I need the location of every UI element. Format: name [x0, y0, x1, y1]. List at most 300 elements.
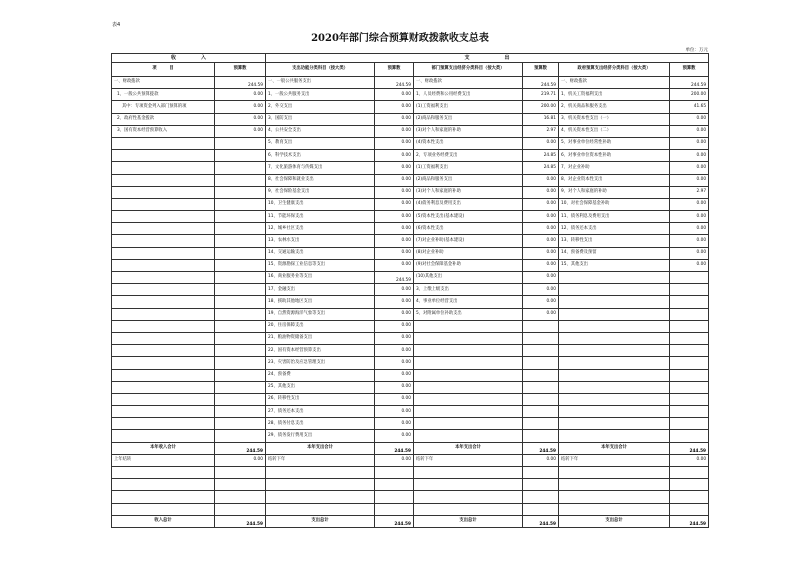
- amount-cell: [670, 503, 709, 515]
- item-cell: [112, 247, 215, 259]
- column-header: 预算数: [670, 63, 709, 77]
- table-row: [112, 137, 709, 149]
- amount-cell: 0.00: [375, 186, 414, 198]
- item-cell: 4、事业单位经营支出: [414, 296, 523, 308]
- amount-cell: [215, 320, 266, 332]
- amount-cell: [375, 467, 414, 479]
- item-cell: 13、农林水支出: [266, 235, 375, 247]
- amount-cell: 200.00: [670, 89, 709, 101]
- item-cell: 14、交通运输支出: [266, 247, 375, 259]
- item-cell: 17、金融支出: [266, 284, 375, 296]
- item-cell: (5)资本性支出(基本建设): [414, 211, 523, 223]
- amount-cell: [375, 479, 414, 491]
- item-cell: 收入总计: [112, 515, 215, 527]
- amount-cell: [215, 259, 266, 271]
- amount-cell: [215, 345, 266, 357]
- item-cell: 4、公共安全支出: [266, 125, 375, 137]
- amount-cell: 244.59: [375, 272, 414, 284]
- item-cell: [559, 284, 670, 296]
- amount-cell: [215, 174, 266, 186]
- amount-cell: 0.00: [375, 137, 414, 149]
- amount-cell: 0.00: [375, 454, 414, 466]
- amount-cell: 2.97: [523, 125, 559, 137]
- item-cell: 一、财政拨款: [414, 77, 523, 89]
- item-cell: [559, 345, 670, 357]
- item-cell: (6)资本性支出: [414, 223, 523, 235]
- amount-cell: 244.59: [670, 77, 709, 89]
- amount-cell: [215, 332, 266, 344]
- item-cell: (4)资本性支出: [414, 137, 523, 149]
- amount-cell: 0.00: [670, 211, 709, 223]
- column-header: 项 目: [112, 63, 215, 77]
- amount-cell: 0.00: [375, 235, 414, 247]
- page-title: 2020年部门综合预算财政拨款收支总表: [311, 33, 489, 44]
- amount-cell: 0.00: [375, 284, 414, 296]
- item-cell: [559, 296, 670, 308]
- item-cell: (8)对企业补助: [414, 247, 523, 259]
- amount-cell: [215, 467, 266, 479]
- table-row: [112, 308, 709, 320]
- grand-total-row: [112, 515, 709, 527]
- amount-cell: 0.00: [375, 101, 414, 113]
- item-cell: 本年支出合计: [559, 442, 670, 454]
- amount-cell: 0.00: [375, 369, 414, 381]
- table-row: [112, 406, 709, 418]
- item-cell: 9、社会保险基金支出: [266, 186, 375, 198]
- item-cell: [112, 308, 215, 320]
- item-cell: [112, 137, 215, 149]
- item-cell: 8、对企业资本性支出: [559, 174, 670, 186]
- amount-cell: [670, 479, 709, 491]
- amount-cell: 0.00: [375, 259, 414, 271]
- item-cell: 3、国有资本经营预算收入: [112, 125, 215, 137]
- blank-row: [112, 479, 709, 491]
- item-cell: 2、机关商品和服务支出: [559, 101, 670, 113]
- item-cell: 一、财政拨款: [559, 77, 670, 89]
- amount-cell: [523, 418, 559, 430]
- item-cell: 结转下年: [559, 454, 670, 466]
- amount-cell: [215, 308, 266, 320]
- item-cell: 15、其他支出: [559, 259, 670, 271]
- item-cell: [414, 320, 523, 332]
- amount-cell: [670, 381, 709, 393]
- amount-cell: [523, 430, 559, 442]
- item-cell: [559, 369, 670, 381]
- amount-cell: [670, 332, 709, 344]
- item-cell: 18、援助其他地区支出: [266, 296, 375, 308]
- table-row: [112, 418, 709, 430]
- table-row: [112, 296, 709, 308]
- item-cell: [266, 491, 375, 503]
- amount-cell: 0.00: [375, 89, 414, 101]
- item-cell: [414, 357, 523, 369]
- item-cell: [112, 284, 215, 296]
- amount-cell: 0.00: [375, 223, 414, 235]
- amount-cell: [215, 198, 266, 210]
- amount-cell: 0.00: [523, 272, 559, 284]
- item-cell: [414, 430, 523, 442]
- item-cell: 1、机关工资福利支出: [559, 89, 670, 101]
- amount-cell: 0.00: [670, 125, 709, 137]
- amount-cell: [523, 381, 559, 393]
- amount-cell: 0.00: [670, 150, 709, 162]
- table-row: [112, 320, 709, 332]
- amount-cell: 0.00: [375, 393, 414, 405]
- amount-cell: [215, 272, 266, 284]
- item-cell: 本年收入合计: [112, 442, 215, 454]
- table-row: [112, 186, 709, 198]
- amount-cell: 244.59: [375, 77, 414, 89]
- amount-cell: [215, 247, 266, 259]
- table-row: [112, 162, 709, 174]
- item-cell: [414, 369, 523, 381]
- item-cell: [414, 491, 523, 503]
- amount-cell: [670, 296, 709, 308]
- item-cell: 其中：专项资金列入部门预算的项: [112, 101, 215, 113]
- amount-cell: [670, 369, 709, 381]
- amount-cell: 0.00: [670, 259, 709, 271]
- item-cell: 12、债务还本支出: [559, 223, 670, 235]
- item-cell: 27、债务还本支出: [266, 406, 375, 418]
- item-cell: [112, 235, 215, 247]
- item-cell: [112, 406, 215, 418]
- item-cell: 2、外交支出: [266, 101, 375, 113]
- amount-cell: [215, 430, 266, 442]
- total-row: [112, 442, 709, 454]
- item-cell: 结转下年: [414, 454, 523, 466]
- item-cell: 结转下年: [266, 454, 375, 466]
- amount-cell: 0.00: [375, 357, 414, 369]
- item-cell: [559, 332, 670, 344]
- blank-row: [112, 503, 709, 515]
- amount-cell: 0.00: [375, 211, 414, 223]
- item-cell: 5、对附属单位补助支出: [414, 308, 523, 320]
- item-cell: [266, 479, 375, 491]
- amount-cell: 0.00: [375, 308, 414, 320]
- amount-cell: [215, 503, 266, 515]
- amount-cell: 0.00: [523, 198, 559, 210]
- item-cell: [414, 332, 523, 344]
- item-cell: (1)工资福利支出: [414, 101, 523, 113]
- amount-cell: 0.00: [670, 223, 709, 235]
- item-cell: 29、债务发行费用支出: [266, 430, 375, 442]
- amount-cell: 0.00: [375, 198, 414, 210]
- item-cell: 2、专项业务经费支出: [414, 150, 523, 162]
- amount-cell: 0.00: [523, 174, 559, 186]
- amount-cell: 0.00: [375, 345, 414, 357]
- amount-cell: [523, 369, 559, 381]
- item-cell: 9、对个人和家庭的补助: [559, 186, 670, 198]
- amount-cell: 244.59: [523, 442, 559, 454]
- item-cell: 6、科学技术支出: [266, 150, 375, 162]
- item-cell: 一、财政拨款: [112, 77, 215, 89]
- amount-cell: 244.59: [523, 77, 559, 89]
- item-cell: (9)对社会保障基金补助: [414, 259, 523, 271]
- amount-cell: 0.00: [375, 296, 414, 308]
- column-header: 部门预算支出经济分类科目（按大类）: [414, 63, 523, 77]
- table-row: [112, 393, 709, 405]
- item-cell: [112, 345, 215, 357]
- item-cell: 支出总计: [266, 515, 375, 527]
- amount-cell: 0.00: [375, 247, 414, 259]
- amount-cell: 244.59: [375, 442, 414, 454]
- amount-cell: 0.00: [523, 137, 559, 149]
- column-header: 预算数: [523, 63, 559, 77]
- amount-cell: [215, 162, 266, 174]
- item-cell: [559, 406, 670, 418]
- amount-cell: [215, 296, 266, 308]
- table-row: [112, 259, 709, 271]
- amount-cell: 244.59: [215, 515, 266, 527]
- item-cell: [112, 332, 215, 344]
- amount-cell: [670, 467, 709, 479]
- amount-cell: 0.00: [375, 162, 414, 174]
- item-cell: 8、社会保障和就业支出: [266, 174, 375, 186]
- amount-cell: 244.59: [523, 515, 559, 527]
- amount-cell: [215, 211, 266, 223]
- item-cell: (2)商品和服务支出: [414, 113, 523, 125]
- item-cell: 15、资源勘探工业信息等支出: [266, 259, 375, 271]
- item-cell: [112, 162, 215, 174]
- item-cell: [112, 418, 215, 430]
- amount-cell: [215, 381, 266, 393]
- amount-cell: [670, 357, 709, 369]
- item-cell: [112, 393, 215, 405]
- table-row: [112, 284, 709, 296]
- amount-cell: [523, 393, 559, 405]
- amount-cell: 0.00: [523, 235, 559, 247]
- amount-cell: [523, 357, 559, 369]
- table-row: [112, 101, 709, 113]
- item-cell: 20、住房保障支出: [266, 320, 375, 332]
- amount-cell: 0.00: [523, 454, 559, 466]
- amount-cell: 0.00: [375, 418, 414, 430]
- amount-cell: 244.59: [375, 515, 414, 527]
- item-cell: 3、机关资本性支出（一）: [559, 113, 670, 125]
- item-cell: [414, 479, 523, 491]
- amount-cell: 0.00: [670, 174, 709, 186]
- amount-cell: [670, 320, 709, 332]
- amount-cell: 244.59: [215, 442, 266, 454]
- amount-cell: [670, 406, 709, 418]
- item-cell: [414, 503, 523, 515]
- amount-cell: 0.00: [670, 113, 709, 125]
- table-row: [112, 381, 709, 393]
- item-cell: [414, 418, 523, 430]
- amount-cell: [523, 503, 559, 515]
- column-header: 预算数: [375, 63, 414, 77]
- amount-cell: 0.00: [670, 137, 709, 149]
- item-cell: [559, 503, 670, 515]
- table-row: [112, 345, 709, 357]
- amount-cell: 219.71: [523, 89, 559, 101]
- table-row: [112, 223, 709, 235]
- item-cell: 支出总计: [559, 515, 670, 527]
- item-cell: 21、粮油物资储备支出: [266, 332, 375, 344]
- item-cell: [559, 272, 670, 284]
- item-cell: [559, 320, 670, 332]
- item-cell: [414, 345, 523, 357]
- table-row: [112, 150, 709, 162]
- item-cell: [559, 357, 670, 369]
- amount-cell: [215, 491, 266, 503]
- amount-cell: [215, 357, 266, 369]
- column-header: 预算数: [215, 63, 266, 77]
- amount-cell: 200.00: [523, 101, 559, 113]
- item-cell: 26、转移性支出: [266, 393, 375, 405]
- table-row: [112, 211, 709, 223]
- amount-cell: 0.00: [375, 381, 414, 393]
- amount-cell: [215, 479, 266, 491]
- item-cell: 13、转移性支出: [559, 235, 670, 247]
- amount-cell: 0.00: [215, 454, 266, 466]
- item-cell: 22、国有资本经营预算支出: [266, 345, 375, 357]
- amount-cell: 244.59: [215, 77, 266, 89]
- budget-summary-table: [111, 53, 709, 528]
- amount-cell: [215, 369, 266, 381]
- column-header-row: [112, 63, 709, 77]
- amount-cell: 0.00: [523, 308, 559, 320]
- amount-cell: 0.00: [375, 113, 414, 125]
- amount-cell: 24.85: [523, 150, 559, 162]
- blank-row: [112, 467, 709, 479]
- amount-cell: 0.00: [375, 332, 414, 344]
- amount-cell: [670, 418, 709, 430]
- amount-cell: [215, 186, 266, 198]
- column-header: 政府预算支出经济分类科目（按大类）: [559, 63, 670, 77]
- amount-cell: [523, 345, 559, 357]
- blank-row: [112, 491, 709, 503]
- table-row: [112, 125, 709, 137]
- amount-cell: [215, 393, 266, 405]
- table-row: [112, 77, 709, 89]
- item-cell: [112, 357, 215, 369]
- item-cell: 14、预备费及预留: [559, 247, 670, 259]
- amount-cell: [670, 393, 709, 405]
- item-cell: [112, 491, 215, 503]
- amount-cell: [523, 320, 559, 332]
- amount-cell: 0.00: [375, 174, 414, 186]
- item-cell: 2、政府性基金拨款: [112, 113, 215, 125]
- item-cell: (2)商品和服务支出: [414, 174, 523, 186]
- amount-cell: 0.00: [523, 259, 559, 271]
- item-cell: [112, 503, 215, 515]
- amount-cell: [215, 418, 266, 430]
- item-cell: [112, 296, 215, 308]
- amount-cell: 0.00: [523, 211, 559, 223]
- item-cell: 23、灾害防治及应急管理支出: [266, 357, 375, 369]
- amount-cell: 0.00: [523, 186, 559, 198]
- item-cell: 11、节能环保支出: [266, 211, 375, 223]
- amount-cell: [375, 491, 414, 503]
- item-cell: [112, 381, 215, 393]
- table-row: [112, 369, 709, 381]
- amount-cell: 24.85: [523, 162, 559, 174]
- amount-cell: 2.97: [670, 186, 709, 198]
- amount-cell: [523, 491, 559, 503]
- table-row: [112, 198, 709, 210]
- item-cell: 一、一般公共服务支出: [266, 77, 375, 89]
- amount-cell: [215, 223, 266, 235]
- item-cell: 10、卫生健康支出: [266, 198, 375, 210]
- item-cell: [112, 150, 215, 162]
- item-cell: [559, 467, 670, 479]
- item-cell: 本年支出合计: [414, 442, 523, 454]
- amount-cell: [215, 150, 266, 162]
- item-cell: (1)工资福利支出: [414, 162, 523, 174]
- item-cell: [414, 393, 523, 405]
- amount-cell: [670, 272, 709, 284]
- item-cell: 4、机关资本性支出（二）: [559, 125, 670, 137]
- item-cell: (3)对个人和家庭的补助: [414, 125, 523, 137]
- amount-cell: [523, 406, 559, 418]
- amount-cell: [215, 137, 266, 149]
- item-cell: 上年结转: [112, 454, 215, 466]
- amount-cell: 0.00: [215, 89, 266, 101]
- item-cell: [266, 503, 375, 515]
- amount-cell: [670, 284, 709, 296]
- amount-cell: 0.00: [523, 296, 559, 308]
- item-cell: 5、教育支出: [266, 137, 375, 149]
- amount-cell: [215, 406, 266, 418]
- item-cell: 11、债务利息及费用支出: [559, 211, 670, 223]
- carryover-row: [112, 454, 709, 466]
- item-cell: 3、国防支出: [266, 113, 375, 125]
- item-cell: 7、文化旅游体育与传媒支出: [266, 162, 375, 174]
- item-cell: 19、自然资源海洋气象等支出: [266, 308, 375, 320]
- item-cell: [559, 418, 670, 430]
- amount-cell: 0.00: [523, 247, 559, 259]
- amount-cell: 0.00: [670, 454, 709, 466]
- table-row: [112, 235, 709, 247]
- item-cell: [112, 223, 215, 235]
- item-cell: [112, 430, 215, 442]
- item-cell: [112, 320, 215, 332]
- table-row: [112, 89, 709, 101]
- amount-cell: 0.00: [375, 150, 414, 162]
- amount-cell: 0.00: [375, 406, 414, 418]
- item-cell: 支出总计: [414, 515, 523, 527]
- item-cell: [112, 186, 215, 198]
- section-header-row: [112, 54, 709, 63]
- item-cell: 1、一般公共预算拨款: [112, 89, 215, 101]
- amount-cell: 0.00: [375, 125, 414, 137]
- item-cell: 7、对企业补助: [559, 162, 670, 174]
- amount-cell: [670, 491, 709, 503]
- item-cell: [559, 491, 670, 503]
- amount-cell: 0.00: [375, 320, 414, 332]
- amount-cell: 0.00: [670, 235, 709, 247]
- item-cell: [112, 174, 215, 186]
- amount-cell: 244.59: [670, 442, 709, 454]
- column-header: 支出功能分类科目（按大类）: [266, 63, 375, 77]
- item-cell: (7)对企业补助(基本建设): [414, 235, 523, 247]
- table-row: [112, 174, 709, 186]
- item-cell: [112, 259, 215, 271]
- item-cell: 3、上缴上级支出: [414, 284, 523, 296]
- item-cell: [559, 381, 670, 393]
- item-cell: [112, 369, 215, 381]
- unit-label: 单位：万元: [685, 48, 708, 53]
- amount-cell: 16.81: [523, 113, 559, 125]
- table-number-tag: 表4: [112, 22, 121, 28]
- amount-cell: [670, 430, 709, 442]
- amount-cell: [523, 332, 559, 344]
- item-cell: [112, 272, 215, 284]
- item-cell: [559, 479, 670, 491]
- item-cell: [414, 381, 523, 393]
- expense-section-header: 支 出: [266, 54, 709, 63]
